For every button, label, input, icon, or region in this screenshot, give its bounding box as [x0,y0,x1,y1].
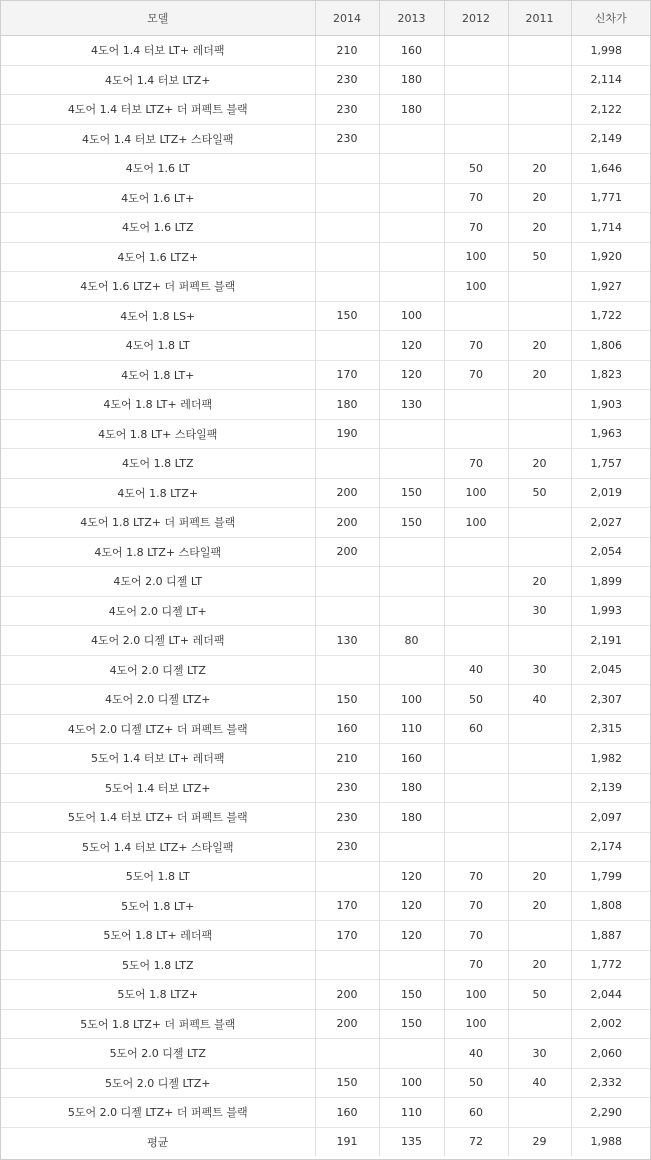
cell-2014 [315,183,379,213]
cell-2011 [508,1098,571,1128]
cell-2011 [508,626,571,656]
cell-new-car-price: 2,002 [571,1009,650,1039]
cell-2011 [508,419,571,449]
cell-2012: 100 [444,508,508,538]
cell-2013 [379,213,444,243]
table-row [1,95,650,125]
cell-2012 [444,124,508,154]
table-row [1,1068,650,1098]
cell-new-car-price: 1,887 [571,921,650,951]
cell-2012: 50 [444,1068,508,1098]
cell-2011: 29 [508,1127,571,1156]
cell-2014: 191 [315,1127,379,1156]
table-row [1,773,650,803]
cell-model: 5도어 2.0 디젤 LTZ+ 더 퍼펙트 블랙 [1,1098,315,1128]
cell-2013: 110 [379,1098,444,1128]
cell-2013: 80 [379,626,444,656]
cell-model: 5도어 2.0 디젤 LTZ+ [1,1068,315,1098]
cell-model: 4도어 2.0 디젤 LT [1,567,315,597]
cell-new-car-price: 1,998 [571,36,650,66]
cell-2011 [508,773,571,803]
table-row [1,183,650,213]
cell-new-car-price: 2,114 [571,65,650,95]
cell-2014 [315,950,379,980]
cell-2012 [444,537,508,567]
cell-2012: 50 [444,154,508,184]
table-row [1,744,650,774]
cell-2012 [444,65,508,95]
cell-2014: 200 [315,980,379,1010]
cell-model: 4도어 2.0 디젤 LT+ [1,596,315,626]
cell-2011 [508,95,571,125]
cell-2011: 20 [508,449,571,479]
table-row [1,419,650,449]
cell-2011 [508,921,571,951]
cell-2012: 100 [444,242,508,272]
cell-2014: 130 [315,626,379,656]
cell-2013: 160 [379,744,444,774]
cell-2012: 70 [444,331,508,361]
cell-2014: 150 [315,301,379,331]
table-row [1,862,650,892]
cell-2011 [508,36,571,66]
cell-new-car-price: 1,714 [571,213,650,243]
table-body [1,36,650,1157]
cell-2011: 50 [508,478,571,508]
cell-new-car-price: 2,191 [571,626,650,656]
cell-2012 [444,36,508,66]
cell-model: 5도어 1.8 LT [1,862,315,892]
cell-2011: 20 [508,154,571,184]
cell-model: 4도어 2.0 디젤 LTZ+ 더 퍼펙트 블랙 [1,714,315,744]
cell-new-car-price: 1,823 [571,360,650,390]
cell-2013: 150 [379,980,444,1010]
cell-2012: 50 [444,685,508,715]
table-row [1,242,650,272]
table-row [1,832,650,862]
cell-2014: 180 [315,390,379,420]
cell-model: 4도어 1.6 LT+ [1,183,315,213]
cell-new-car-price: 1,799 [571,862,650,892]
cell-2013: 180 [379,95,444,125]
table-row [1,1127,650,1156]
cell-2011: 20 [508,183,571,213]
cell-new-car-price: 1,988 [590,1135,622,1149]
cell-2012: 100 [444,980,508,1010]
cell-2014: 200 [315,478,379,508]
table-row [1,360,650,390]
cell-model: 4도어 1.8 LT+ 스타일팩 [1,419,315,449]
cell-new-car-price: 2,290 [571,1098,650,1128]
cell-2011 [508,301,571,331]
cell-2014: 170 [315,921,379,951]
cell-new-car-price: 1,982 [571,744,650,774]
cell-2013: 100 [379,301,444,331]
cell-model: 4도어 1.8 LTZ+ [1,478,315,508]
cell-2011 [508,714,571,744]
cell-model: 평균 [1,1127,315,1156]
cell-2013: 180 [379,65,444,95]
table-row [1,714,650,744]
cell-new-car-price: 1,899 [571,567,650,597]
cell-2014: 210 [315,36,379,66]
table-row [1,1098,650,1128]
table-row [1,124,650,154]
cell-2012: 70 [444,950,508,980]
cell-2011: 20 [508,331,571,361]
cell-2011: 30 [508,596,571,626]
table-row [1,331,650,361]
table-row [1,537,650,567]
cell-new-car-price: 1,722 [571,301,650,331]
cell-new-car-price: 2,045 [571,655,650,685]
cell-new-car-price: 2,139 [571,773,650,803]
cell-2011: 20 [508,567,571,597]
cell-model: 4도어 1.8 LTZ+ 더 퍼펙트 블랙 [1,508,315,538]
cell-2012: 70 [444,360,508,390]
cell-2011 [508,124,571,154]
cell-model: 5도어 1.4 터보 LTZ+ 더 퍼펙트 블랙 [1,803,315,833]
cell-new-car-price: 1,963 [571,419,650,449]
cell-2013 [379,242,444,272]
cell-2014 [315,242,379,272]
cell-model: 4도어 1.8 LTZ+ 스타일팩 [1,537,315,567]
cell-2011: 30 [508,655,571,685]
cell-2011: 20 [508,950,571,980]
used-car-price-table [1,1,650,1156]
cell-2012 [444,95,508,125]
cell-2014 [315,1039,379,1069]
header-model: 모델 [1,1,315,36]
cell-model: 4도어 1.6 LTZ [1,213,315,243]
table-row [1,272,650,302]
cell-new-car-price: 1,927 [571,272,650,302]
cell-2014: 170 [315,891,379,921]
cell-2014 [315,331,379,361]
cell-2014 [315,272,379,302]
cell-2014: 200 [315,508,379,538]
cell-2011 [508,803,571,833]
cell-new-car-price: 1,771 [571,183,650,213]
cell-model: 4도어 1.8 LTZ [1,449,315,479]
cell-2012 [444,596,508,626]
cell-new-car-price: 2,122 [571,95,650,125]
table-row [1,685,650,715]
cell-2011: 20 [508,862,571,892]
cell-2014: 170 [315,360,379,390]
cell-2011 [508,65,571,95]
cell-2012 [444,567,508,597]
cell-2013 [379,419,444,449]
cell-2011 [508,832,571,862]
cell-2013 [379,183,444,213]
table-row [1,478,650,508]
table-row [1,950,650,980]
cell-2013: 135 [379,1127,444,1156]
cell-2013 [379,449,444,479]
cell-model: 4도어 1.6 LT [1,154,315,184]
cell-new-car-price: 2,174 [571,832,650,862]
cell-2014: 200 [315,537,379,567]
cell-2014: 150 [315,1068,379,1098]
cell-model: 4도어 2.0 디젤 LT+ 레더팩 [1,626,315,656]
table-row [1,567,650,597]
cell-model: 4도어 1.8 LS+ [1,301,315,331]
cell-2011: 40 [508,1068,571,1098]
cell-new-car-price: 1,772 [571,950,650,980]
cell-2012: 100 [444,478,508,508]
cell-new-car-price: 2,097 [571,803,650,833]
cell-model: 5도어 1.8 LTZ [1,950,315,980]
cell-2012: 70 [444,213,508,243]
cell-2013 [379,272,444,302]
cell-2011: 30 [508,1039,571,1069]
cell-new-car-price: 2,027 [571,508,650,538]
cell-2011 [508,390,571,420]
cell-2011: 20 [508,360,571,390]
cell-2014 [315,655,379,685]
cell-new-car-price: 2,315 [571,714,650,744]
header-2014: 2014 [315,1,379,36]
header-2013: 2013 [379,1,444,36]
cell-model: 4도어 1.8 LT [1,331,315,361]
cell-model: 5도어 1.4 터보 LTZ+ 스타일팩 [1,832,315,862]
cell-2011: 40 [508,685,571,715]
cell-2014: 230 [315,773,379,803]
cell-model: 5도어 1.8 LT+ [1,891,315,921]
table-row [1,980,650,1010]
cell-2012: 70 [444,921,508,951]
cell-2012: 70 [444,183,508,213]
table-row [1,1009,650,1039]
cell-new-car-price: 1,903 [571,390,650,420]
table-row [1,301,650,331]
cell-model: 5도어 1.4 터보 LT+ 레더팩 [1,744,315,774]
cell-2013: 120 [379,891,444,921]
cell-2014: 230 [315,803,379,833]
cell-model: 4도어 1.4 터보 LTZ+ [1,65,315,95]
cell-2012: 60 [444,1098,508,1128]
cell-2012 [444,419,508,449]
cell-model: 4도어 1.6 LTZ+ [1,242,315,272]
cell-2011 [508,744,571,774]
cell-2012: 60 [444,714,508,744]
cell-2011 [508,537,571,567]
cell-2014: 190 [315,419,379,449]
cell-model: 5도어 2.0 디젤 LTZ [1,1039,315,1069]
cell-new-car-price: 2,060 [571,1039,650,1069]
cell-2012: 40 [444,1039,508,1069]
table-row [1,596,650,626]
cell-2012 [444,626,508,656]
cell-new-car-price: 1,808 [571,891,650,921]
cell-2012: 70 [444,449,508,479]
cell-model: 5도어 1.4 터보 LTZ+ [1,773,315,803]
table-row [1,213,650,243]
cell-2012: 40 [444,655,508,685]
cell-2013: 120 [379,331,444,361]
cell-2013 [379,154,444,184]
cell-2013: 120 [379,862,444,892]
cell-2012: 72 [444,1127,508,1156]
cell-model: 4도어 2.0 디젤 LTZ [1,655,315,685]
cell-2014 [315,567,379,597]
table-row [1,449,650,479]
cell-new-car-price: 2,332 [571,1068,650,1098]
cell-new-car-price: 1,646 [571,154,650,184]
cell-2014: 160 [315,1098,379,1128]
table-row [1,921,650,951]
cell-2013: 100 [379,685,444,715]
cell-2013 [379,124,444,154]
cell-2013 [379,567,444,597]
cell-2013: 110 [379,714,444,744]
cell-2011: 50 [508,980,571,1010]
cell-2014: 230 [315,95,379,125]
cell-2013 [379,655,444,685]
cell-2011 [508,508,571,538]
table-row [1,36,650,66]
cell-2012: 70 [444,891,508,921]
cell-2013: 150 [379,1009,444,1039]
table-row [1,154,650,184]
cell-model: 4도어 2.0 디젤 LTZ+ [1,685,315,715]
cell-2012 [444,390,508,420]
cell-2012 [444,773,508,803]
cell-2013 [379,537,444,567]
cell-new-car-price: 2,054 [571,537,650,567]
cell-2012 [444,803,508,833]
cell-2013: 100 [379,1068,444,1098]
cell-2011: 20 [508,213,571,243]
cell-new-car-price: 2,149 [571,124,650,154]
cell-2012 [444,832,508,862]
table-row [1,655,650,685]
cell-new-car-price: 1,993 [571,596,650,626]
cell-model: 4도어 1.4 터보 LT+ 레더팩 [1,36,315,66]
cell-2014: 230 [315,832,379,862]
cell-2013: 150 [379,478,444,508]
table-row [1,390,650,420]
cell-2013 [379,1039,444,1069]
cell-2013: 180 [379,773,444,803]
table-row [1,803,650,833]
cell-model: 5도어 1.8 LTZ+ 더 퍼펙트 블랙 [1,1009,315,1039]
cell-2014 [315,862,379,892]
cell-model: 4도어 1.8 LT+ [1,360,315,390]
cell-new-car-price: 2,019 [571,478,650,508]
cell-2013: 120 [379,360,444,390]
table-row [1,1039,650,1069]
header-2012: 2012 [444,1,508,36]
cell-2012: 70 [444,862,508,892]
cell-model: 4도어 1.8 LT+ 레더팩 [1,390,315,420]
cell-2012 [444,301,508,331]
cell-2011 [508,1009,571,1039]
cell-new-car-price: 2,307 [571,685,650,715]
cell-2014: 210 [315,744,379,774]
cell-2012 [444,744,508,774]
cell-2014: 160 [315,714,379,744]
cell-2013: 130 [379,390,444,420]
table-row [1,626,650,656]
cell-model: 5도어 1.8 LT+ 레더팩 [1,921,315,951]
cell-2014: 230 [315,65,379,95]
cell-2013: 150 [379,508,444,538]
cell-2013 [379,596,444,626]
cell-2014 [315,596,379,626]
cell-2011 [508,272,571,302]
cell-new-car-price: 1,806 [571,331,650,361]
header-new-car-price: 신차가 [571,1,650,36]
cell-model: 4도어 1.6 LTZ+ 더 퍼펙트 블랙 [1,272,315,302]
cell-new-car-price: 2,044 [571,980,650,1010]
cell-2014 [315,213,379,243]
cell-2011: 50 [508,242,571,272]
table-header-row [1,1,650,36]
cell-2013: 180 [379,803,444,833]
cell-new-car-price: 1,757 [571,449,650,479]
cell-2012: 100 [444,1009,508,1039]
cell-model: 4도어 1.4 터보 LTZ+ 더 퍼펙트 블랙 [1,95,315,125]
cell-2014: 230 [315,124,379,154]
cell-2013: 120 [379,921,444,951]
cell-2013 [379,950,444,980]
table-row [1,508,650,538]
cell-model: 4도어 1.4 터보 LTZ+ 스타일팩 [1,124,315,154]
cell-new-car-price: 1,920 [571,242,650,272]
header-2011: 2011 [508,1,571,36]
cell-2013: 160 [379,36,444,66]
table-row [1,891,650,921]
cell-2013 [379,832,444,862]
table-row [1,65,650,95]
cell-model: 5도어 1.8 LTZ+ [1,980,315,1010]
cell-2014 [315,449,379,479]
cell-2012: 100 [444,272,508,302]
cell-2014: 150 [315,685,379,715]
cell-2014: 200 [315,1009,379,1039]
cell-2014 [315,154,379,184]
cell-2011: 20 [508,891,571,921]
